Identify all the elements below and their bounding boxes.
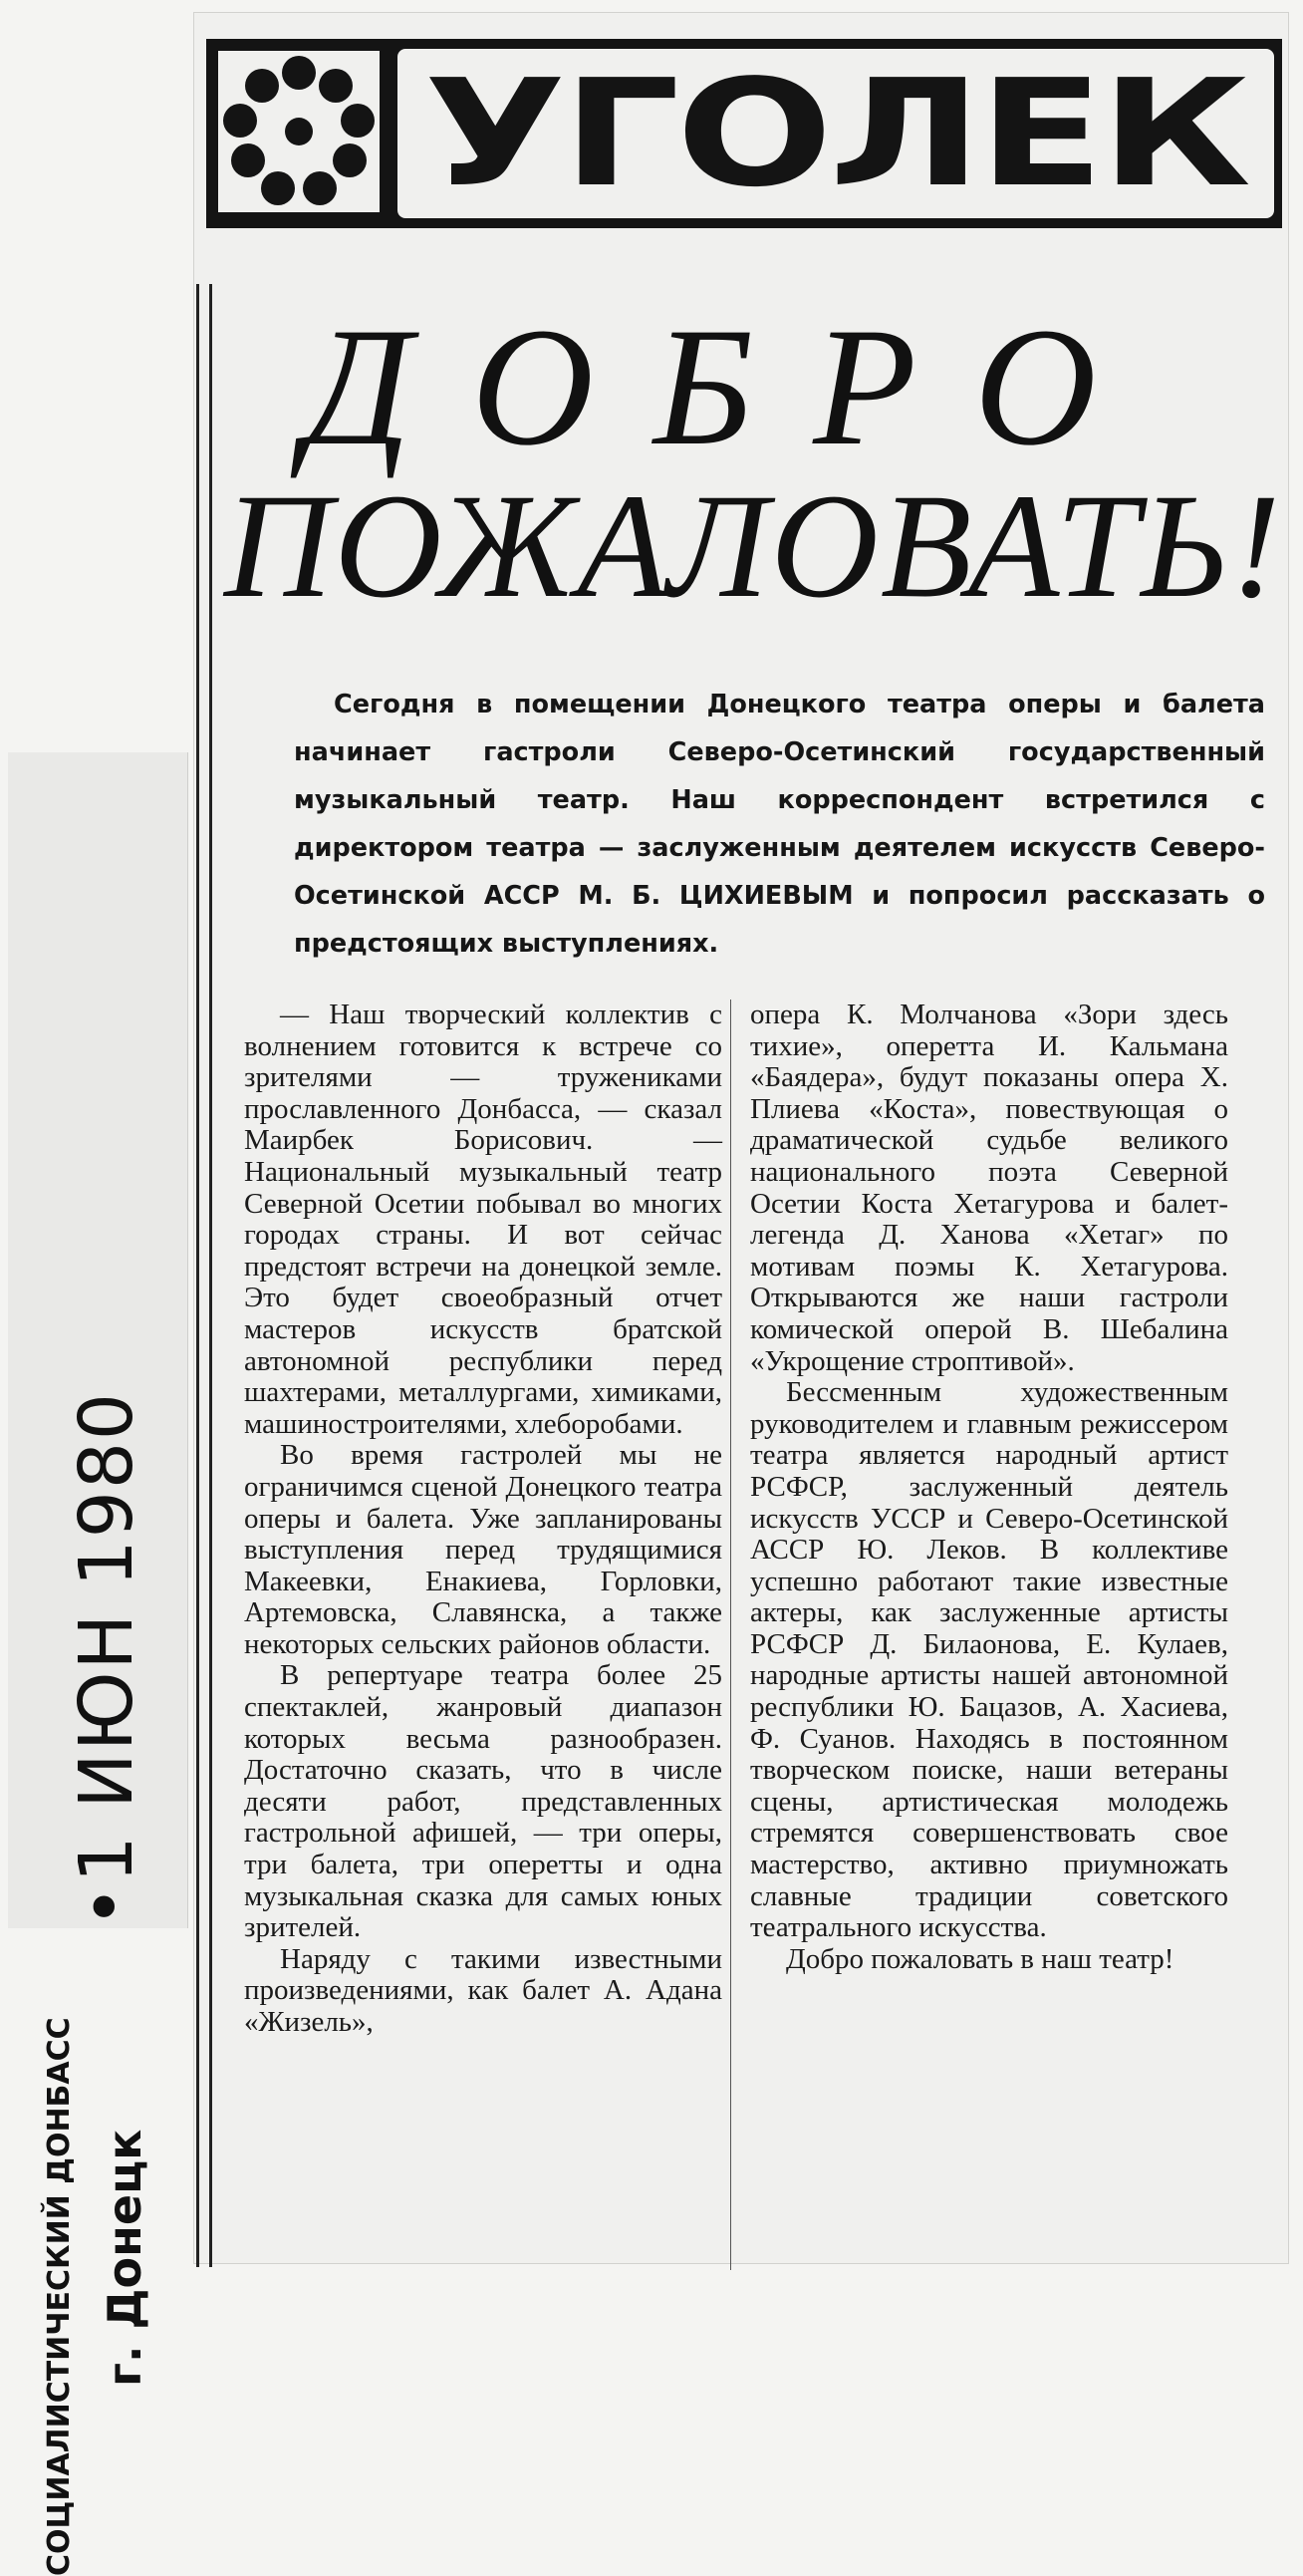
paragraph: Наряду с такими известными произведениями, как балет А. Адана «Жизель», [244, 1942, 722, 2038]
paragraph: Бессменным художественным руководителем и главным режиссером театра является народный артист РСФСР, заслуженный деятель искусств УССР и Северо-Осетинской АССР Ю. Леков. В коллективе успешно работают такие известные актеры, как заслуженные артисты РСФСР Д. Билаонова, Е. Кулаев, народные артисты нашей автономной республики Ю. Бацазов, А. Хасиева, Ф. Суанов. Находясь в постоянном творческом поиске, наши ветераны сцены, артистическая молодежь стремятся совершенствовать свое мастерство, активно приумножать славные традиции советского театрального искусства. [750, 1376, 1228, 1944]
newspaper-clipping [193, 12, 1289, 2264]
paragraph: В репертуаре театра более 25 спектаклей, жанровый диапазон которых весьма разнообразен. Достаточно сказать, что в числе десяти работ, представленных гастрольной афишей, — три оперы, три балета, три оперетты и одна музыкальная сказка для самых юных зрителей. [244, 1659, 722, 1944]
masthead [206, 39, 1282, 228]
headline-line-1: ДОБРО [304, 293, 1157, 480]
newspaper-name-stamp: СОЦИАЛИСТИЧЕСКИЙ ДОНБАСС [42, 2017, 77, 2576]
masthead-title: УГОЛЕК [423, 48, 1248, 219]
article-column-right [750, 1000, 1228, 1975]
masthead-title-panel [397, 49, 1274, 218]
paragraph: Добро пожаловать в наш театр! [786, 1942, 1174, 1975]
column-divider [730, 1000, 731, 2270]
date-stamp: •1 ИЮН 1980 [64, 1391, 149, 1928]
city-stamp: г. Донецк [98, 2129, 151, 2387]
article-column-left [244, 1000, 722, 2039]
paragraph: — Наш творческий коллектив с волнением готовится к встрече со зрителями — тружениками прославленного Донбасса, — сказал Маирбек Борисович. — Национальный музыкальный театр Северной Осетии побывал во многих городах страны. И вот сейчас предстоят встречи на донецкой земле. Это будет своеобразный отчет мастеров искусств братской автономной республики перед шахтерами, металлургами, химиками, машиностроителями, хлеборобами. [244, 999, 722, 1440]
paragraph: Во время гастролей мы не ограничимся сценой Донецкого театра оперы и балета. Уже запланированы выступления перед трудящимися Макеевки, Енакиева, Горловки, Артемовска, Славянска, а также некоторых сельских районов области. [244, 1439, 722, 1660]
lead-text: Сегодня в помещении Донецкого театра оперы и балета начинает гастроли Северо-Осетинский государственный музыкальный театр. Наш корреспондент встретился с директором театра — заслуженным деятелем искусств Северо-Осетинской АССР М. Б. ЦИХИЕВЫМ и попросил рассказать о предстоящих выступлениях. [294, 690, 1265, 959]
lead-paragraph [294, 681, 1265, 968]
archive-stamp-strip [8, 752, 188, 2576]
paragraph: опера К. Молчанова «Зори здесь тихие», оперетта И. Кальмана «Баядера», будут показаны опера Х. Плиева «Коста», повествующая о драматической судьбе великого национального поэта Северной Осетии Коста Хетагурова и балет-легенда Д. Ханова «Хетаг» по мотивам поэмы К. Хетагурова. Открываются же наши гастроли комической оперой В. Шебалина «Укрощение строптивой». [750, 999, 1228, 1377]
headline-line-2: ПОЖАЛОВАТЬ! [224, 463, 1283, 629]
left-double-rule [196, 284, 212, 2267]
